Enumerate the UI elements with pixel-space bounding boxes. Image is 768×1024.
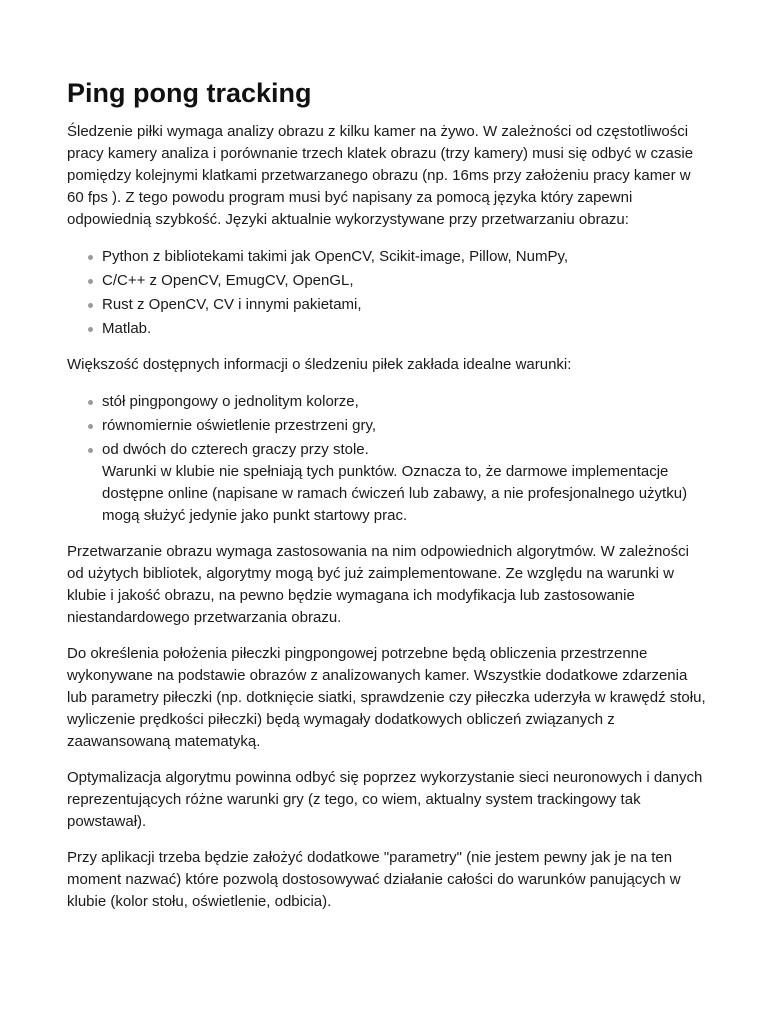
list-item: Matlab. — [102, 318, 708, 340]
list-item: równomiernie oświetlenie przestrzeni gry, — [102, 415, 708, 437]
conditions-note: Warunki w klubie nie spełniają tych punktów. Oznacza to, że darmowe implementacje dostępne online (napisane w ramach ćwiczeń lub zabawy, a nie profesjonalnego użytku) mogą służyć jedynie jako punkt startowy prac. — [102, 463, 688, 524]
parameters-paragraph: Przy aplikacji trzeba będzie założyć dodatkowe "parametry" (nie jestem pewny jak je na ten moment nazwać) które pozwolą dostosowywać działanie całości do warunków panujących w klubie (kolor stołu, oświetlenie, odbicia). — [67, 849, 681, 910]
position-paragraph: Do określenia położenia piłeczki pingpongowej potrzebne będą obliczenia przestrzenne wykonywane na podstawie obrazów z analizowanych kamer. Wszystkie dodatkowe zdarzenia lub parametry piłeczki (np. dotknięcie siatki, sprawdzenie czy piłeczka uderzyła w krawędź stołu, wyliczenie prędkości piłeczki) będą wymagały dodatkowych obliczeń związanych z zaawansowaną matematyką. — [67, 645, 706, 750]
list-item: C/C++ z OpenCV, EmugCV, OpenGL, — [102, 270, 708, 292]
algorithms-paragraph: Przetwarzanie obrazu wymaga zastosowania na nim odpowiednich algorytmów. W zależności od użytych bibliotek, algorytmy mogą być już zaimplementowane. Ze względu na warunki w klubie i jakość obrazu, na pewno będzie wymagana ich modyfikacja lub zastosowanie niestandardowego przetwarzania obrazu. — [67, 543, 689, 626]
conditions-list — [67, 391, 708, 527]
list-item — [102, 439, 708, 527]
list-item-text: od dwóch do czterech graczy przy stole. — [102, 441, 369, 458]
intro-paragraph: Śledzenie piłki wymaga analizy obrazu z kilku kamer na żywo. W zależności od częstotliwości pracy kamery analiza i porównanie trzech klatek obrazu (trzy kamery) musi się odbyć w czasie pomiędzy kolejnymi klatkami przetwarzanego obrazu (np. 16ms przy założeniu pracy kamer w 60 fps ). Z tego powodu program musi być napisany za pomocą języka który zapewni odpowiednią szybkość. Języki aktualnie wykorzystywane przy przetwarzaniu obrazu: — [67, 123, 694, 228]
list-item: stół pingpongowy o jednolitym kolorze, — [102, 391, 708, 413]
optimization-paragraph: Optymalizacja algorytmu powinna odbyć się poprzez wykorzystanie sieci neuronowych i danych reprezentujących różne warunki gry (z tego, co wiem, aktualny system trackingowy tak powstawał). — [67, 769, 703, 830]
languages-list — [67, 246, 708, 340]
list-item: Python z bibliotekami takimi jak OpenCV, Scikit-image, Pillow, NumPy, — [102, 246, 708, 268]
page-title: Ping pong tracking — [67, 78, 312, 108]
list-item: Rust z OpenCV, CV i innymi pakietami, — [102, 294, 708, 316]
conditions-intro-paragraph: Większość dostępnych informacji o śledzeniu piłek zakłada idealne warunki: — [67, 356, 572, 373]
